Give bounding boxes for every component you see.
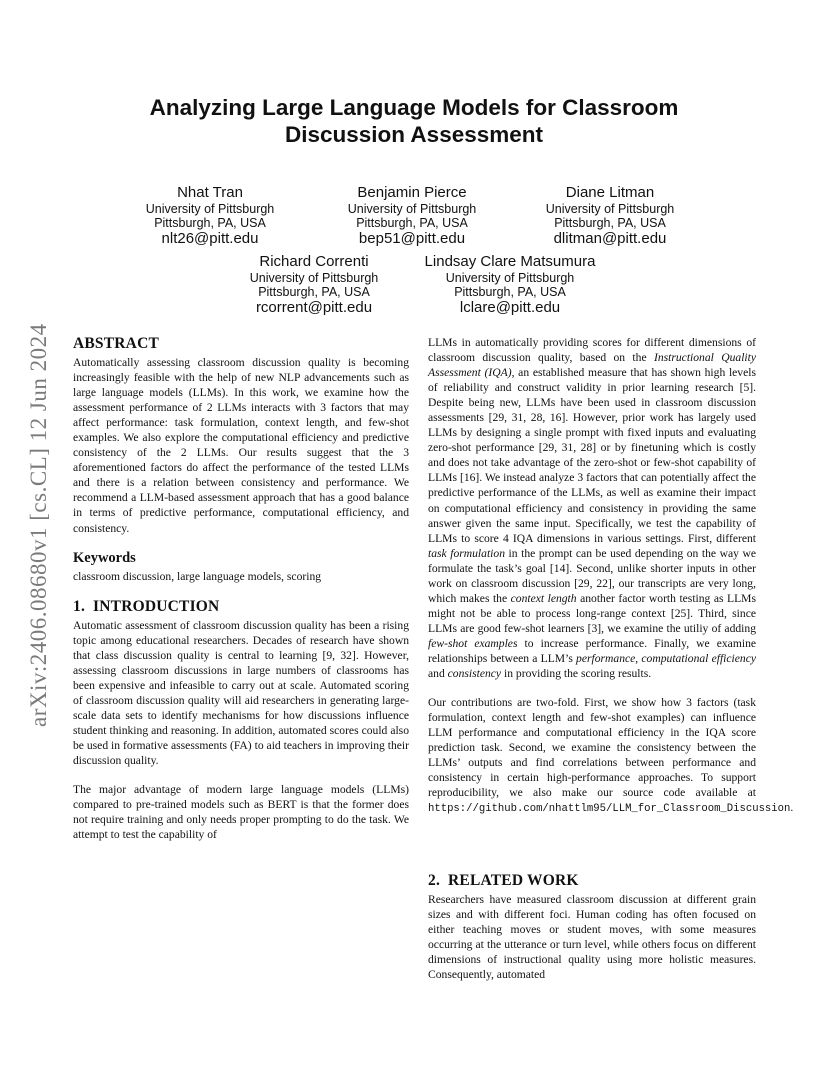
abstract-text: Automatically assessing classroom discussion quality is becoming increasingly feasible with the help of new NLP advancements such as large language models (LLMs). In this work, we examine how the assessment performance of 2 LLMs interacts with 3 factors that may affect performance: task formulation, context length, and few-shot examples. We also explore the computational efficiency and predictive consistency of the 2 LLMs. Our results suggest that the 3 aforementioned factors do affect the performance of the tested LLMs and there is a relation between consistency and performance. We recommend a LLM-based assessment approach that has a good balance in terms of predictive performance, computational efficiency, and consistency. bbox=[73, 356, 409, 535]
task-formulation-term: task formulation bbox=[428, 546, 505, 560]
section-number: 2. bbox=[428, 872, 441, 889]
author-name: Richard Correnti bbox=[259, 253, 369, 270]
performance-term: performance bbox=[576, 651, 636, 665]
author-email: dlitman@pitt.edu bbox=[553, 230, 667, 247]
keywords-heading: Keywords bbox=[73, 549, 136, 566]
context-length-term: context length bbox=[510, 591, 577, 605]
author-email: bep51@pitt.edu bbox=[358, 230, 466, 247]
author-location: Pittsburgh, PA, USA bbox=[554, 216, 666, 230]
related-heading bbox=[428, 872, 756, 890]
section-number: 1. bbox=[73, 597, 86, 615]
author-affiliation: University of Pittsburgh bbox=[249, 271, 379, 285]
author-email: nlt26@pitt.edu bbox=[161, 230, 259, 247]
left-column bbox=[73, 335, 409, 842]
author-affiliation: University of Pittsburgh bbox=[445, 271, 575, 285]
right-column bbox=[428, 335, 794, 817]
author-block bbox=[326, 184, 498, 248]
title-line-2: Discussion Assessment bbox=[284, 122, 544, 147]
author-affiliation: University of Pittsburgh bbox=[347, 202, 477, 216]
author-block bbox=[530, 184, 690, 248]
author-name: Nhat Tran bbox=[177, 184, 243, 201]
author-location: Pittsburgh, PA, USA bbox=[258, 285, 370, 299]
author-affiliation: University of Pittsburgh bbox=[545, 202, 675, 216]
author-location: Pittsburgh, PA, USA bbox=[356, 216, 468, 230]
author-email: lclare@pitt.edu bbox=[459, 299, 561, 316]
author-location: Pittsburgh, PA, USA bbox=[454, 285, 566, 299]
author-block bbox=[232, 253, 396, 317]
paper-title bbox=[100, 94, 728, 148]
intro-paragraph-2: The major advantage of modern large language models (LLMs) compared to pre-trained models such as BERT is that the former does not require training and only needs proper prompting to do the task. We attempt to test the capability of bbox=[73, 783, 409, 842]
author-name: Benjamin Pierce bbox=[357, 184, 467, 201]
author-location: Pittsburgh, PA, USA bbox=[154, 216, 266, 230]
author-block bbox=[130, 184, 290, 248]
arxiv-stamp: arXiv:2406.08680v1 [cs.CL] 12 Jun 2024 bbox=[26, 323, 51, 727]
intro-paragraph-4: Our contributions are two-fold. First, we show how 3 factors (task formulation, context length and few-shot examples) can influence LLM performance and computational efficiency in the IQA score prediction task. Second, we examine the consistency between the LLMs’ outputs and find correlations between performance and consistency in certain high-performance approaches. To support reproducibility, we also make our source code available at https://github.com/nhattlm95/LLM_for_Classroom_Discussion. bbox=[428, 696, 794, 816]
keywords-text: classroom discussion, large language models, scoring bbox=[73, 569, 322, 583]
iqa-term: Instructional Quality Assessment (IQA) bbox=[428, 351, 756, 380]
source-code-link[interactable]: https://github.com/nhattlm95/LLM_for_Classroom_Discussion bbox=[428, 803, 791, 816]
author-name: Diane Litman bbox=[565, 184, 655, 201]
related-work-section bbox=[428, 872, 756, 982]
intro-paragraph-1: Automatic assessment of classroom discussion quality has been a rising topic among educational researchers. Decades of research have shown that class discussion quality is central to learning [9, 32]. However, assessing classroom discussions in large numbers of classrooms has been expensive and infeasible to carry out at scale. Automated scoring of classroom discussion quality will aid researchers in generating large-scale data sets to identify mechanisms for how discussions influence student thinking and reasoning. In addition, automated scores could also be used in formative assessments (FA) to aid teachers in improving their discussion quality. bbox=[73, 618, 409, 768]
few-shot-term: few-shot examples bbox=[428, 636, 518, 650]
section-title: INTRODUCTION bbox=[93, 597, 220, 615]
abstract-heading: ABSTRACT bbox=[73, 335, 160, 352]
consistency-term: consistency bbox=[447, 667, 502, 681]
efficiency-term: computational efficiency bbox=[641, 651, 757, 665]
title-line-1: Analyzing Large Language Models for Classroom bbox=[149, 95, 679, 120]
intro-heading bbox=[73, 598, 409, 616]
author-email: rcorrent@pitt.edu bbox=[255, 299, 373, 316]
author-affiliation: University of Pittsburgh bbox=[145, 202, 275, 216]
related-paragraph-1: Researchers have measured classroom discussion at different grain sizes and with different foci. Human coding has often focused on either teaching moves or student moves, with some measures occurring at the utterance or turn level, while others focus on different dimensions of instructional quality using more holistic measures. Consequently, automated bbox=[428, 893, 756, 982]
section-title: RELATED WORK bbox=[448, 872, 579, 889]
author-name: Lindsay Clare Matsumura bbox=[424, 253, 596, 270]
intro-paragraph-3: LLMs in automatically providing scores for different dimensions of classroom discussion quality, based on the Instructional Quality Assessment (IQA), an established measure that has shown high levels of reliability and construct validity in prior learning research [5]. Despite being new, LLMs have been used in classroom discussion assessments [29, 31, 28, 16]. However, prior work has largely used LLMs by designing a single prompt with fixed inputs and evaluating zero-shot performance [29, 31, 28] or by finetuning which is costly and does not take advantage of the zero-shot or few-shot capability of LLMs [16]. We instead analyze 3 factors that can potentially affect the predictive performance of the LLMs, as well as examine their impact on computational efficiency and consistency in providing the same answer given the same input. Specifically, we test the capability of LLMs to score 4 IQA dimensions in various settings. First, different task formulation in the prompt can be used depending on the way we formulate the task’s goal [14]. Second, unlike shorter inputs in other work on classroom discussion [29, 22], our transcripts are very long, which makes the context length another factor worth testing as LLMs might not be able to process long-range context [25]. Third, since LLMs are good few-shot learners [3], we examine the utiliy of adding few-shot examples to increase performance. Finally, we examine relationships between a LLM’s performance, computational efficiency and consistency in providing the scoring results. bbox=[428, 336, 757, 681]
author-block bbox=[410, 253, 610, 317]
